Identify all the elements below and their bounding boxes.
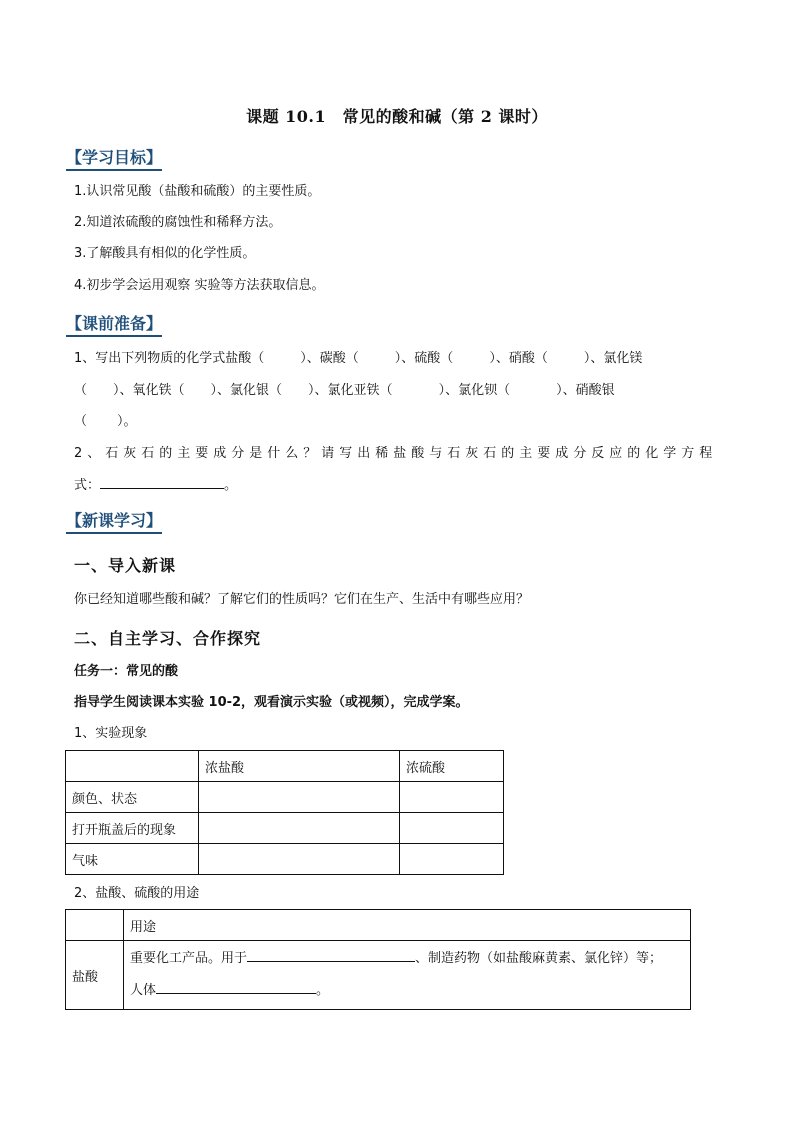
q1-text: ）。 [117, 414, 137, 429]
table-cell [66, 751, 199, 782]
uses-text: 人体 [130, 983, 157, 998]
heading-explore: 二、自主学习、合作探究 [74, 629, 262, 648]
row-label: 打开瓶盖后的现象 [66, 813, 199, 844]
table-row [66, 782, 504, 813]
uses-table [65, 909, 691, 1010]
answer-cell[interactable] [199, 813, 400, 844]
goal-item-4: 4.初步学会运用观察 实验等方法获取信息。 [74, 278, 325, 293]
prep-q1-line2 [74, 382, 615, 400]
q2-suffix: 。 [224, 478, 238, 493]
q1-text: ）、硝酸（ [489, 351, 548, 366]
goal-item-1: 1.认识常见酸（盐酸和硫酸）的主要性质。 [74, 184, 321, 199]
page-title: 课题 10.1 常见的酸和碱（第 2 课时） [246, 107, 548, 126]
goal-item-3: 3.了解酸具有相似的化学性质。 [74, 246, 256, 261]
guide-text: 指导学生阅读课本实验 10-2，观看演示实验（或视频），完成学案。 [74, 695, 469, 710]
table-row [66, 910, 691, 941]
table-row [66, 844, 504, 875]
prep-q2-line1: 2、石灰石的主要成分是什么？请写出稀盐酸与石灰石的主要成分反应的化学方程 [74, 446, 718, 461]
task-heading: 任务一：常见的酸 [74, 664, 179, 679]
uses-text: 、制造药物（如盐酸麻黄素、氯化锌）等； [415, 951, 663, 966]
intro-text: 你已经知道哪些酸和碱？了解它们的性质吗？它们在生产、生活中有哪些应用？ [74, 592, 530, 607]
uses-cell [124, 941, 691, 1010]
answer-cell[interactable] [400, 844, 504, 875]
answer-cell[interactable] [199, 844, 400, 875]
q1-text: （ [74, 414, 88, 429]
table-header: 浓盐酸 [199, 751, 400, 782]
answer-cell[interactable] [400, 782, 504, 813]
section-goals-heading: 【学习目标】 [66, 148, 162, 171]
answer-blank[interactable] [100, 476, 224, 489]
q2-prefix: 式： [74, 478, 101, 493]
table-row [66, 941, 691, 1010]
prep-q2-line2 [74, 476, 237, 495]
q1-text: ）、氯化钡（ [438, 383, 511, 398]
q1-text: ）、氯化镁 [583, 351, 643, 366]
phenomena-label: 1、实验现象 [74, 726, 148, 741]
table-row [66, 751, 504, 782]
q1-text: ）、氯化银（ [210, 383, 283, 398]
q1-text: ）、硝酸银 [556, 383, 615, 398]
answer-blank[interactable] [156, 981, 316, 994]
table-header: 用途 [124, 910, 691, 941]
heading-intro: 一、导入新课 [74, 556, 177, 575]
table-header: 浓硫酸 [400, 751, 504, 782]
q1-text: （ [74, 383, 88, 398]
goal-item-2: 2.知道浓硫酸的腐蚀性和稀释方法。 [74, 215, 282, 230]
table-cell [66, 910, 124, 941]
phenomena-table [65, 750, 504, 875]
section-new-heading: 【新课学习】 [66, 511, 162, 534]
uses-label: 2、盐酸、硫酸的用途 [74, 886, 200, 901]
prep-q1-line3 [74, 413, 137, 431]
table-row [66, 813, 504, 844]
answer-blank[interactable] [247, 949, 415, 962]
q1-text: ）、氧化铁（ [113, 383, 185, 398]
row-label: 颜色、状态 [66, 782, 199, 813]
uses-text: 重要化工产品。用于 [130, 951, 248, 966]
q1-text: ）、硫酸（ [394, 351, 454, 366]
answer-cell[interactable] [400, 813, 504, 844]
answer-cell[interactable] [199, 782, 400, 813]
row-label: 盐酸 [66, 941, 124, 1010]
uses-text: 。 [316, 983, 330, 998]
section-prep-heading: 【课前准备】 [66, 314, 162, 337]
q1-text: ）、氯化亚铁（ [308, 383, 393, 398]
prep-q1-line1 [74, 350, 722, 368]
q1-text: ）、碳酸（ [300, 351, 359, 366]
row-label: 气味 [66, 844, 199, 875]
q1-text: 1、写出下列物质的化学式盐酸（ [74, 351, 265, 366]
